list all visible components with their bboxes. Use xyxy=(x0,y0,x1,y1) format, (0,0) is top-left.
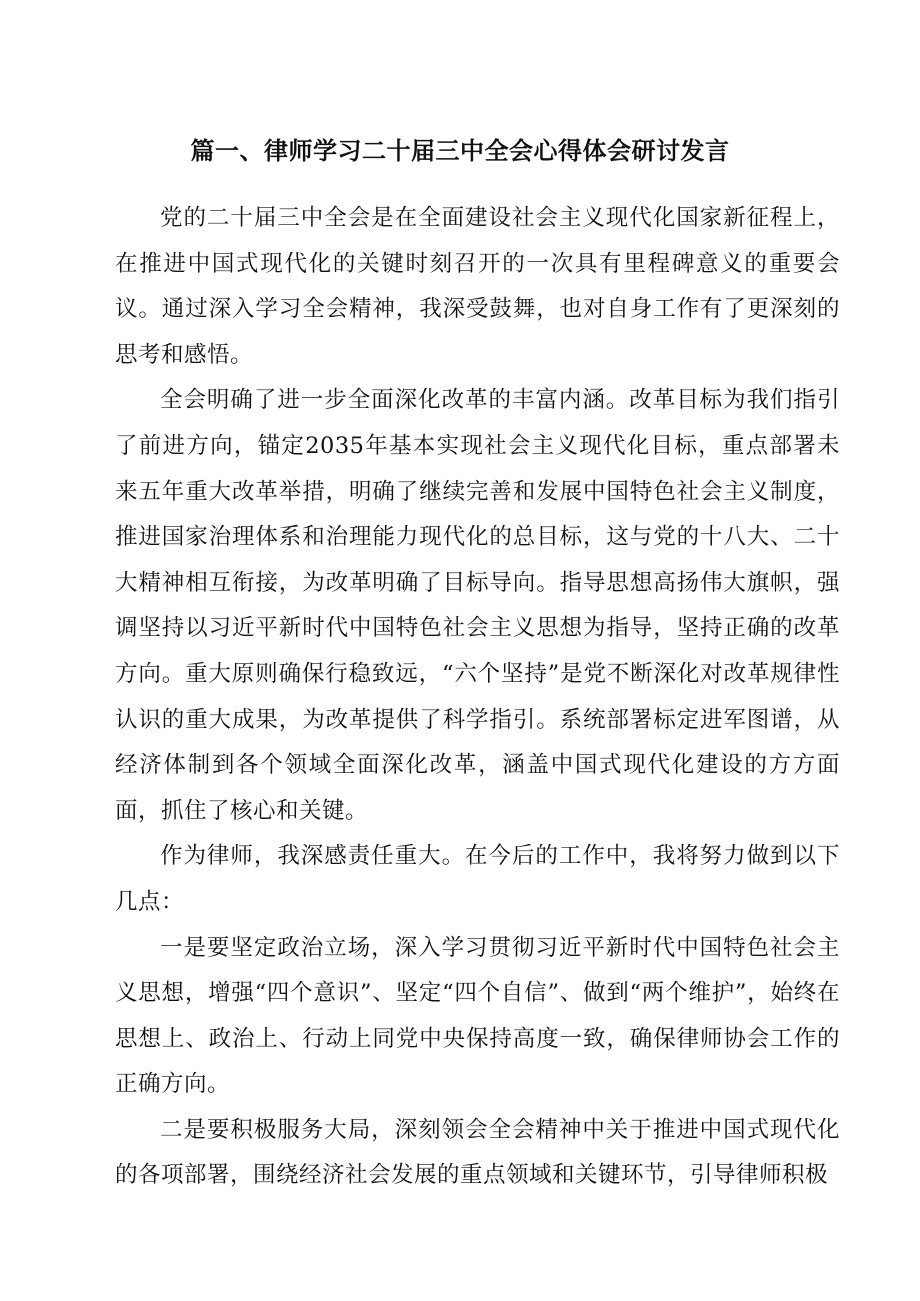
paragraph: 全会明确了进一步全面深化改革的丰富内涵。改革目标为我们指引了前进方向，锚定2035年基本实现社会主义现代化目标，重点部署未来五年重大改革举措，明确了继续完善和发展中国特色社会主义制度，推进国家治理体系和治理能力现代化的总目标，这与党的十八大、二十大精神相互衔接，为改革明确了目标导向。指导思想高扬伟大旗帜，强调坚持以习近平新时代中国特色社会主义思想为指导，坚持正确的改革方向。重大原则确保行稳致远，“六个坚持”是党不断深化对改革规律性认识的重大成果，为改革提供了科学指引。系统部署标定进军图谱，从经济体制到各个领域全面深化改革，涵盖中国式现代化建设的方方面面，抓住了核心和关键。 xyxy=(115,387,840,824)
paragraph: 一是要坚定政治立场，深入学习贯彻习近平新时代中国特色社会主义思想，增强“四个意识”、坚定“四个自信”、做到“两个维护”，始终在思想上、政治上、行动上同党中央保持高度一致，确保律师协会工作的正确方向。 xyxy=(115,934,840,1098)
document-title: 篇一、律师学习二十届三中全会心得体会研讨发言 xyxy=(190,137,730,165)
paragraph: 作为律师，我深感责任重大。在今后的工作中，我将努力做到以下几点： xyxy=(115,843,840,915)
paragraph: 二是要积极服务大局，深刻领会全会精神中关于推进中国式现代化的各项部署，围绕经济社会发展的重点领域和关键环节，引导律师积极 xyxy=(115,1116,840,1189)
document-body xyxy=(115,196,840,1199)
paragraph: 党的二十届三中全会是在全面建设社会主义现代化国家新征程上，在推进中国式现代化的关键时刻召开的一次具有里程碑意义的重要会议。通过深入学习全会精神，我深受鼓舞，也对自身工作有了更深刻的思考和感悟。 xyxy=(115,205,840,368)
